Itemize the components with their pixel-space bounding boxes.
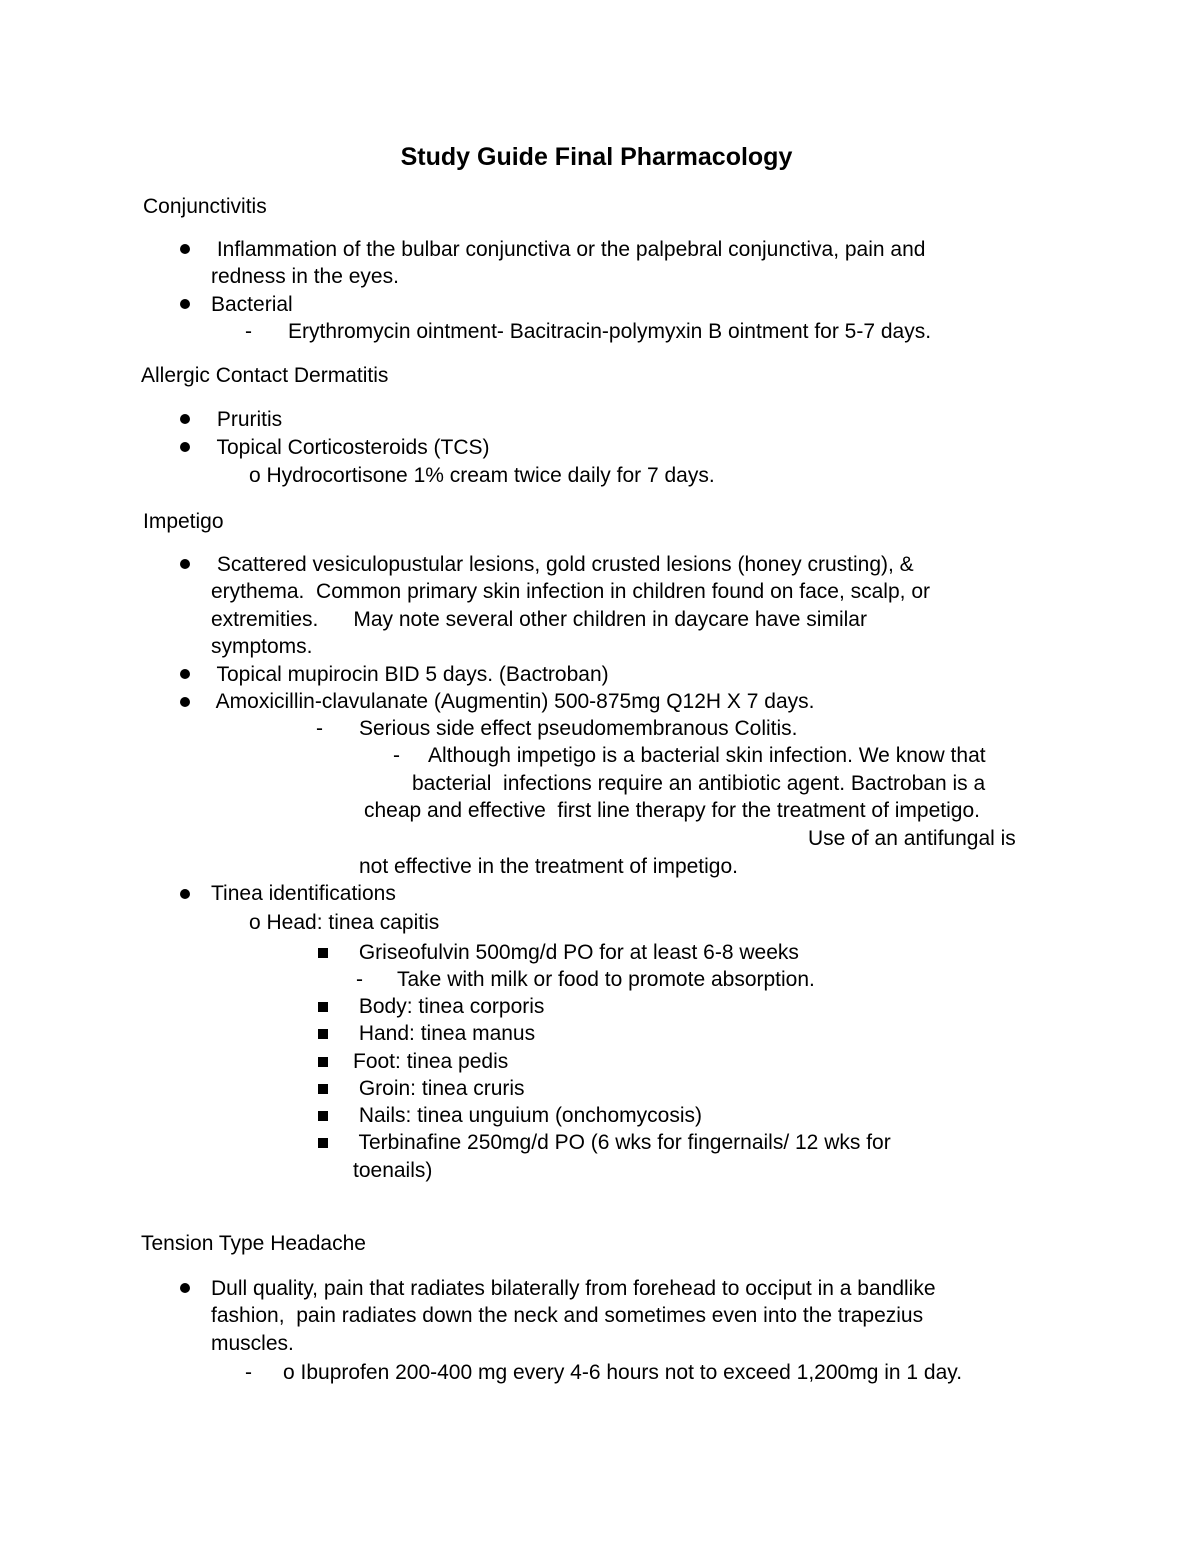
bullet-dot: [180, 559, 190, 569]
section-heading-headache: Tension Type Headache: [141, 1232, 366, 1255]
bullet-dot: [180, 244, 190, 254]
list-subitem: Groin: tinea cruris: [353, 1077, 525, 1100]
dash-marker: -: [245, 1361, 252, 1384]
list-subitem: o Hydrocortisone 1% cream twice daily for 7 days.: [249, 464, 715, 487]
dash-marker: -: [393, 744, 400, 767]
bullet-square: [318, 948, 328, 958]
list-subitem: o Head: tinea capitis: [249, 911, 440, 934]
list-item: Amoxicillin-clavulanate (Augmentin) 500-875mg Q12H X 7 days.: [211, 690, 815, 713]
list-item: Topical Corticosteroids (TCS): [211, 436, 490, 459]
list-subitem-continuation: cheap and effective first line therapy for the treatment of impetigo.: [364, 799, 980, 822]
list-item-continuation: muscles.: [211, 1332, 294, 1355]
list-item: Bacterial: [211, 293, 293, 316]
bullet-square: [318, 1002, 328, 1012]
bullet-dot: [180, 697, 190, 707]
bullet-dot: [180, 442, 190, 452]
list-subitem-continuation: toenails): [353, 1159, 433, 1182]
page-title: Study Guide Final Pharmacology: [400, 143, 793, 171]
list-item-continuation: erythema. Common primary skin infection in children found on face, scalp, or: [211, 580, 930, 603]
list-subitem: Serious side effect pseudomembranous Colitis.: [359, 717, 798, 740]
list-subitem: Foot: tinea pedis: [353, 1050, 509, 1073]
bullet-square: [318, 1138, 328, 1148]
bullet-square: [318, 1029, 328, 1039]
list-subitem: Nails: tinea unguium (onchomycosis): [353, 1104, 702, 1127]
bullet-square: [318, 1084, 328, 1094]
list-item: Scattered vesiculopustular lesions, gold crusted lesions (honey crusting), &: [211, 553, 914, 576]
bullet-square: [318, 1111, 328, 1121]
list-subitem: Although impetigo is a bacterial skin infection. We know that: [428, 744, 986, 767]
bullet-dot: [180, 889, 190, 899]
list-subitem: o Ibuprofen 200-400 mg every 4-6 hours not to exceed 1,200mg in 1 day.: [283, 1361, 963, 1384]
list-item: Tinea identifications: [211, 882, 396, 905]
list-item: Pruritis: [211, 408, 283, 431]
bullet-dot: [180, 1283, 190, 1293]
list-item-continuation: symptoms.: [211, 635, 313, 658]
list-subitem-continuation: bacterial infections require an antibiotic agent. Bactroban is a: [412, 772, 986, 795]
list-subitem: Hand: tinea manus: [353, 1022, 536, 1045]
list-subitem: Griseofulvin 500mg/d PO for at least 6-8 weeks: [353, 941, 799, 964]
list-subitem: Body: tinea corporis: [353, 995, 545, 1018]
list-item-continuation: redness in the eyes.: [211, 265, 399, 288]
list-item-continuation: extremities. May note several other children in daycare have similar: [211, 608, 867, 631]
bullet-dot: [180, 669, 190, 679]
section-heading-dermatitis: Allergic Contact Dermatitis: [141, 364, 389, 387]
list-subitem: Take with milk or food to promote absorption.: [397, 968, 815, 991]
list-item: Topical mupirocin BID 5 days. (Bactroban): [211, 663, 609, 686]
section-heading-conjunctivitis: Conjunctivitis: [143, 195, 267, 218]
list-subitem: Erythromycin ointment- Bacitracin-polymyxin B ointment for 5-7 days.: [288, 320, 932, 343]
list-item: Inflammation of the bulbar conjunctiva or the palpebral conjunctiva, pain and: [211, 238, 926, 261]
section-heading-impetigo: Impetigo: [143, 510, 224, 533]
dash-marker: -: [245, 320, 252, 343]
list-item: Dull quality, pain that radiates bilaterally from forehead to occiput in a bandlike: [211, 1277, 936, 1300]
bullet-square: [318, 1057, 328, 1067]
list-subitem-continuation: Use of an antifungal is: [808, 827, 1016, 850]
bullet-dot: [180, 414, 190, 424]
bullet-dot: [180, 299, 190, 309]
dash-marker: -: [356, 968, 363, 991]
list-item-continuation: fashion, pain radiates down the neck and sometimes even into the trapezius: [211, 1304, 924, 1327]
list-subitem-continuation: not effective in the treatment of impetigo.: [359, 855, 738, 878]
dash-marker: -: [316, 717, 323, 740]
list-subitem: Terbinafine 250mg/d PO (6 wks for fingernails/ 12 wks for: [353, 1131, 891, 1154]
